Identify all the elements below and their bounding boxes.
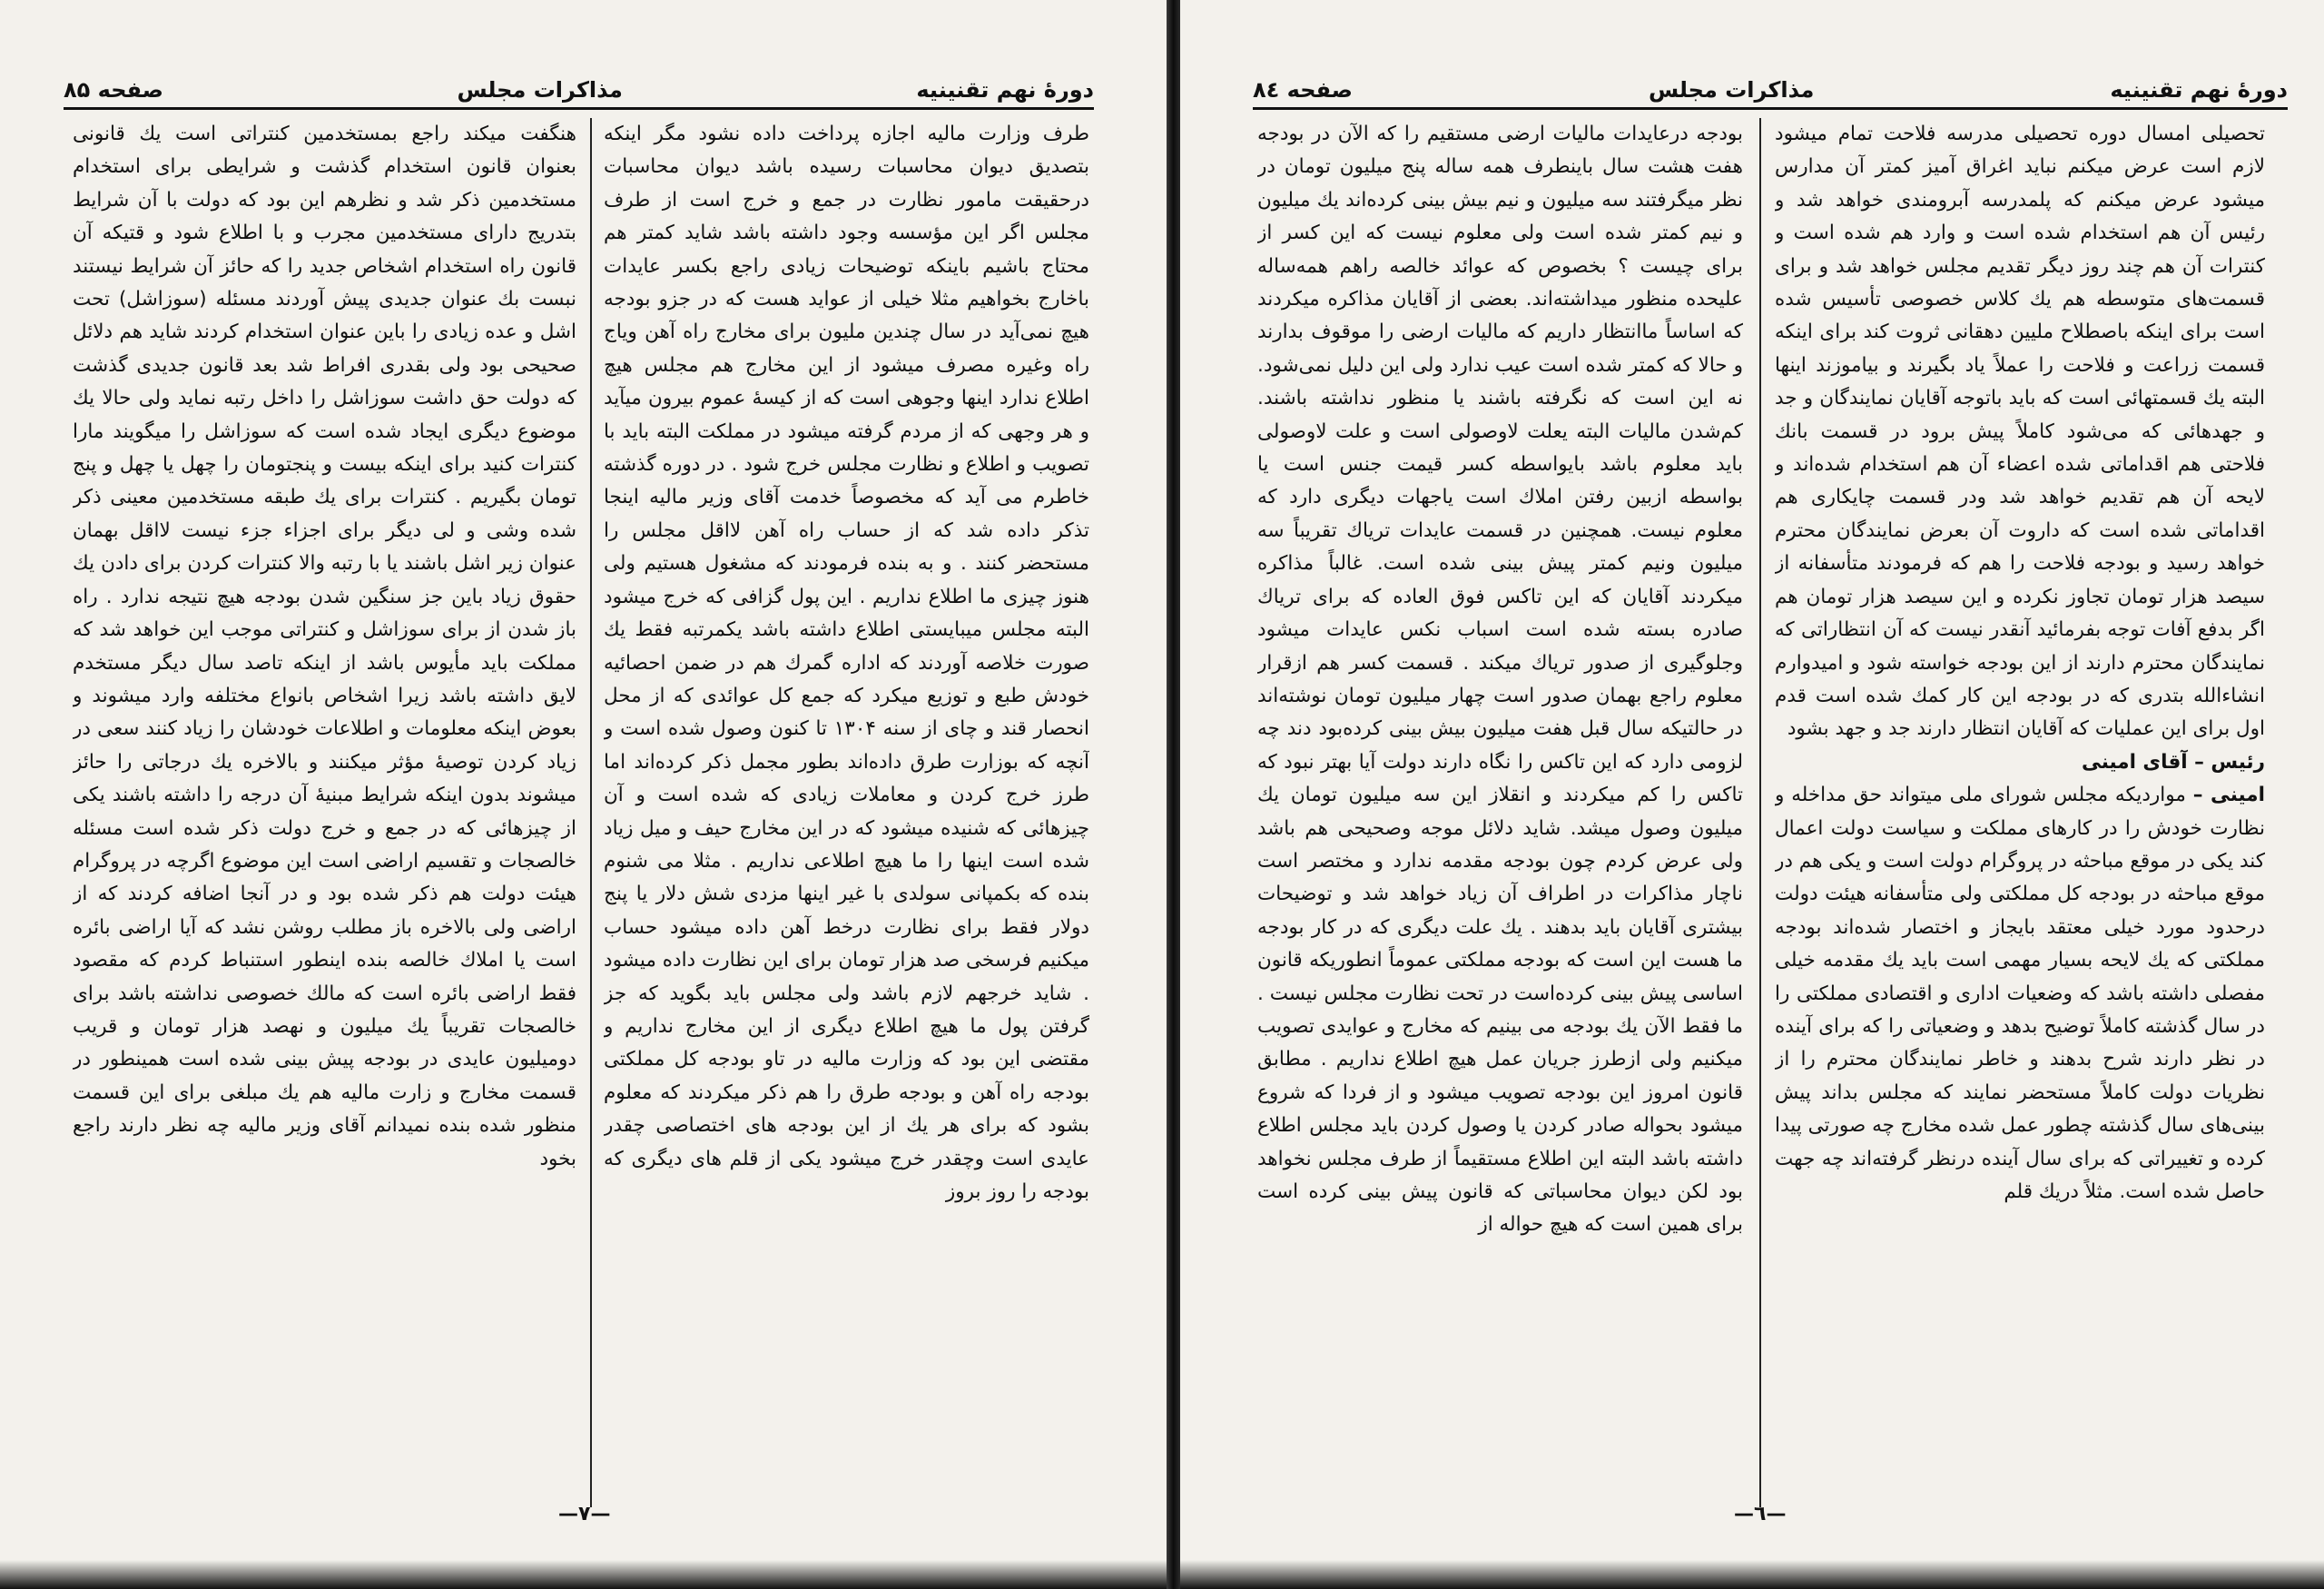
right-page-right-column-text: تحصیلی امسال دوره تحصیلی مدرسه فلاحت تمام میشود لازم است عرض میکنم نباید اغراق آمیز کمتر آن مدارس میشود عرض میکنم که پلمدرسه آبرومندی خواهد شد و رئیس آن هم استخدام شده است و وارد هم شده است و کنترات آن هم چند روز دیگر تقدیم مجلس خواهد شد و برای قسمت‌های متوسطه هم یك کلاس خصوصی تأسیس شده است برای اینکه باصطلاح ملیین دهقانی ثروت کند برای اینکه قسمت زراعت و فلاحت را عملاً یاد بگیرند و بیاموزند اینها البته یك قسمتهائی است که باید باتوجه آقایان نمایندگان و جد و جهدهائی که می‌شود کاملاً پیش برود در قسمت بانك فلاحتی هم اقداماتی شده اعضاء آن هم استخدام شده‌اند و لایحه آن هم تقدیم خواهد شد ودر قسمت چایکاری هم اقداماتی شده است که داروت آن بعرض نمایندگان محترم خواهد رسید و بودجه فلاحت را هم که فرمودند متأسفانه از سیصد هزار تومان تجاوز نکرده و این سیصد هزار تومان هم اگر بدفع آفات توجه بفرمائید آنقدر نیست که آن انتظاراتی که نمایندگان محترم دارند از این بودجه خواسته شود و امیدوارم انشاءالله بتدری که در بودجه این کار کمك شده است قدم اول برای این عملیات که آقایان انتظار دارند جد و جهد بشود — [1775, 123, 2265, 741]
book-gutter — [1167, 0, 1180, 1589]
right-header-rule — [1253, 107, 2288, 110]
left-page-footer: —۷— — [558, 1503, 611, 1525]
left-page-left-column — [73, 118, 576, 1507]
left-header-session: دورهٔ نهم تقنینیه — [916, 77, 1094, 103]
right-page-right-column — [1775, 118, 2265, 1507]
speaker-label: رئیس – آقای امینی — [2081, 750, 2265, 774]
right-page-column-divider — [1759, 118, 1761, 1507]
left-page-left-column-text: هنگفت میکند راجع بمستخدمین کنتراتی است یك قانونی بعنوان قانون استخدام گذشت و شرایطی برای استخدام مستخدمین ذکر شد و نظرهم این بود که دولت با آن شرایط بتدریج دارای مستخدمین مجرب و با اطلاع شود و قتیکه آن قانون راه استخدام اشخاص جدید را که حائز آن شرایط نیستند نبست بك عنوان جدیدی پیش آوردند مسئله (سوزاشل) تحت اشل و عده زیادی را باین عنوان استخدام کردند شاید هم دلائل صحیحی بود ولی بقدری افراط شد بعد قانون جدیدی گذشت که دولت حق داشت سوزاشل را داخل رتبه نماید ولی حالا یك موضوع دیگری ایجاد شده است که سوزاشل را میگویند مارا کنترات کنید برای اینکه بیست و پنجتومان را چهل یا چهل و پنج تومان بگیریم . کنترات برای یك طبقه مستخدمین معینی ذکر شده وشی و لی دیگر برای اجزاء جزء نیست لااقل بهمان عنوان زیر اشل باشند یا با رتبه والا کنترات کردن برای دادن یك حقوق زیاد باین جز سنگین شدن بودجه هیچ نتیجه ندارد . راه باز شدن از برای سوزاشل و کنتراتی موجب این خواهد شد که مملکت باید مأیوس باشد از اینکه تاصد سال دیگر مستخدم لایق داشته باشد زیرا اشخاص بانواع مختلفه وارد میشوند و بعوض اینکه معلومات و اطلاعات خودشان را زیاد کنند سعی در زیاد کردن توصیهٔ مؤثر میکنند و بالاخره یك درجاتی را حائز میشوند بدون اینکه شرایط مبنیهٔ آن درجه را داشته باشند یکی از چیزهائی که در جمع و خرج دولت ذکر شده است مسئله خالصجات و تقسیم اراضی است این موضوع اگرچه در پروگرام هیئت دولت هم ذکر شده بود و در آنجا اضافه کردند که از اراضی ولی بالاخره باز مطلب روشن نشد که آیا اراضی بائره است یا املاك خالصه بنده اینطور استنباط کردم که مقصود فقط اراضی بائره است که مالك خصوصی نداشته باشد برای خالصجات تقریباً یك میلیون و نهصد هزار تومان و قریب دومیلیون عایدی در بودجه پیش بینی شده است همینطور در قسمت مخارج و زارت مالیه هم یك مبلغی برای این قسمت منظور شده بنده نمیدانم آقای وزیر مالیه چه نظر دارند راجع بخود — [73, 123, 576, 1170]
right-page-bottom-shadow — [1180, 1560, 2324, 1589]
right-page-left-column — [1257, 118, 1743, 1507]
left-page-right-column-text: طرف وزارت مالیه اجازه پرداخت داده نشود مگر اینکه بتصدیق دیوان محاسبات رسیده باشد دیوان محاسبات درحقیقت مامور نظارت در جمع و خرج است از طرف مجلس اگر این مؤسسه وجود داشته باشد شاید کمتر هم محتاج باشیم باینکه توضیحات زیادی راجع بکسر عایدات باخارج بخواهیم مثلا خیلی از عواید هست که در جزو بودجه هیچ نمی‌آید در سال چندین ملیون برای مخارج راه آهن ویاج راه وغیره مصرف میشود از این مخارج هم مجلس هیچ اطلاع ندارد اینها وجوهی است که از کیسهٔ عموم بیرون میآید و هر وجهی که از مردم گرفته میشود در مملکت البته باید با تصویب و اطلاع و نظارت مجلس خرج شود . در دوره گذشته خاطرم می آید که مخصوصاً خدمت آقای وزیر مالیه اینجا تذکر داده شد که از حساب راه آهن لااقل مجلس را مستحضر کنند . و به بنده فرمودند که مشغول هستیم ولی هنوز چیزی ما اطلاع نداریم . این پول گزافی که خرج میشود البته مجلس میبایستی اطلاع داشته باشد یکمرتبه فقط یك صورت خلاصه آوردند که اداره گمرك هم در ضمن احصائیه خودش طبع و توزیع میکرد که جمع کل عوائدی که از محل انحصار قند و چای از سنه ۱۳۰۴ تا کنون وصول شده است و آنچه که بوزارت طرق داده‌اند بطور مجمل ذکر کرده‌اند اما طرز خرج کردن و معاملات زیادی که شده است و آن چیزهائی که شنیده میشود که در این مخارج حیف و میل زیاد شده است اینها را ما هیچ اطلاعی نداریم . مثلا می شنوم بنده که بکمپانی سولدی با غیر اینها مزدی شش دلار یا پنج دولار فقط برای نظارت درخط آهن داده میشود حساب میکنیم فرسخی صد هزار تومان برای این نظارت داده میشود . شاید خرجهم لازم باشد ولی مجلس باید بگوید که جز گرفتن پول ما هیچ اطلاع دیگری از این مخارج نداریم و مقتضی این بود که وزارت مالیه در تاو بودجه کل مملکتی بودجه راه آهن و بودجه طرق را هم ذکر میکردند که معلوم بشود که برای هر یك از این بودجه های اختصاصی چقدر عایدی است وچقدر خرج میشود یکی از قلم های دیگری که بودجه را روز بروز — [604, 123, 1089, 1203]
left-page-header — [64, 69, 1094, 111]
left-page-right-column — [604, 118, 1089, 1507]
right-page-header — [1253, 69, 2288, 111]
speaker-name: امینی – — [2192, 784, 2265, 807]
left-header-title: مذاکرات مجلس — [457, 77, 623, 103]
speech-text: مواردیکه مجلس شورای ملی میتواند حق مداخله و نظارت خودش را در کارهای مملکت و سیاست دولت اعمال کند یکی در موقع مباحثه در پروگرام دولت است و یکی هم در موقع مباحثه در بودجه کل مملکتی ولی متأسفانه هیئت دولت درحدود مورد خیلی معتقد بایجاز و اختصار شده‌اند بودجه مملکتی که یك لایحه بسیار مهمی است باید یك مقدمه خیلی مفصلی داشته باشد که وضعیات اداری و اقتصادی مملکتی را در سال گذشته کاملاً توضیح بدهد و وضعیاتی را که برای آینده در نظر دارند شرح بدهند و خاطر نمایندگان محترم را از نظریات دولت کاملاً مستحضر نمایند که مجلس بداند پیش بینی‌های سال گذشته چطور عمل شده مخارج چه صورتی پیدا کرده و تغییراتی که برای سال آینده درنظر گرفته‌اند چه جهت حاصل شده است. مثلاً دریك قلم — [1775, 784, 2265, 1203]
left-page-column-divider — [590, 118, 592, 1507]
left-header-rule — [64, 107, 1094, 110]
right-page-footer: —٦— — [1734, 1503, 1787, 1525]
left-header-page-number: صفحه ۸۵ — [64, 77, 163, 103]
right-header-title: مذاکرات مجلس — [1648, 77, 1815, 103]
right-header-session: دورهٔ نهم تقنینیه — [2110, 77, 2288, 103]
right-page — [1180, 0, 2324, 1589]
right-header-page-number: صفحه ۸٤ — [1253, 77, 1353, 103]
left-page-bottom-shadow — [0, 1560, 1167, 1589]
right-page-left-column-text: بودجه درعایدات مالیات ارضی مستقیم را که الآن در بودجه هفت هشت سال باینطرف همه ساله پنج میلیون تومان در نظر میگرفتند سه میلیون و نیم بیش بینی کرده‌اند یك میلیون و نیم کمتر شده است ولی معلوم نیست که این کسر از برای چیست ؟ بخصوص که عوائد خالصه راهم همه‌ساله علیحده منظور میداشته‌اند. بعضی از آقایان مذاکره میکردند که اساساً ماانتظار داریم که مالیات ارضی را موقوف بدارند و حالا که کمتر شده است عیب ندارد ولی این دلیل نمی‌شود. نه این است که نگرفته باشند یا منظور نداشته باشند. کم‌شدن مالیات البته یعلت لاوصولی است و علت لاوصولی باید معلوم باشد بایواسطه کسر قیمت جنس است یا بواسطه ازبین رفتن املاك است یاجهات دیگری دارد که معلوم نیست. همچنین در قسمت عایدات تریاك تقریباً سه میلیون ونیم کمتر پیش بینی شده است. غالباً مذاکره میکردند آقایان که این تاکس فوق العاده که برای تریاك صادره بسته شده است اسباب نکس عایدات میشود وجلوگیری از صدور تریاك میکند . قسمت کسر هم ازقرار معلوم راجع بهمان صدور است چهار میلیون تومان نوشته‌اند در حالتیکه سال قبل هفت میلیون بیش بینی کرده‌بود دند چه لزومی دارد که این تاکس را نگاه دارند دولت آیا بهتر نبود که تاکس را کم میکردند و انقلاز این سه میلیون تومان یك میلیون وصول میشد. شاید دلائل موجه وصحیحی هم باشد ولی عرض کردم چون بودجه مقدمه ندارد و مختصر است ناچار مذاکرات در اطراف آن زیاد خواهد شد و توضیحات بیشتری آقایان باید بدهند . یك علت دیگری که در کار بودجه ما هست این است که بودجه مملکتی عموماً انطوریکه قانون اساسی پیش بینی کرده‌است در تحت نظارت مجلس نیست . ما فقط الآن یك بودجه می بینیم که مخارج و عوایدی تصویب میکنیم ولی ازطرز جریان عمل هیچ اطلاع نداریم . مطابق قانون امروز این بودجه تصویب میشود و از فردا که شروع میشود بحواله صادر کردن یا وصول کردن باید مجلس اطلاع داشته باشد البته این اطلاع مستقیماً از طرف مجلس نخواهد بود لکن دیوان محاسباتی که قانون پیش بینی کرده است برای همین است که هیچ حواله از — [1257, 123, 1743, 1237]
